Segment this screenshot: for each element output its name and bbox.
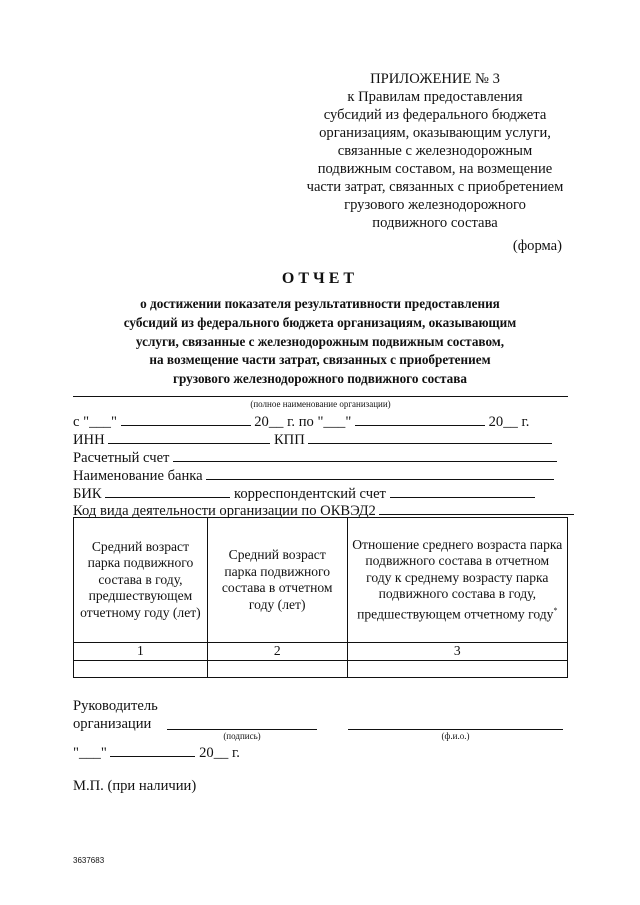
account-line [73, 447, 557, 467]
bank-line [73, 465, 554, 485]
period-year2: 20__ г. [488, 414, 530, 430]
period-line [73, 411, 529, 431]
document-subtitle [60, 295, 580, 389]
account-label: Расчетный счет [73, 450, 170, 466]
period-end-field[interactable] [355, 411, 485, 426]
bank-field[interactable] [206, 465, 554, 480]
value-report-year-age[interactable] [207, 660, 347, 677]
okved-label: Код вида деятельности организации по ОКВЭД2 [73, 503, 376, 519]
header-report-year-age: Средний возраст парка подвижного состава в отчетном году (лет) [207, 518, 347, 643]
head-label-line1: Руководитель [73, 698, 158, 714]
inn-field[interactable] [108, 429, 270, 444]
subtitle-line: субсидий из федерального бюджета организациям, оказывающим [123, 314, 517, 330]
corr-label: корреспондентский счет [233, 486, 386, 502]
column-number: 2 [207, 643, 347, 661]
inn-kpp-line [73, 429, 552, 449]
kpp-field[interactable] [308, 429, 552, 444]
column-number: 3 [347, 643, 567, 661]
appendix-line: части затрат, связанных с приобретением [306, 179, 564, 195]
bik-label: БИК [73, 486, 102, 502]
appendix-line: субсидий из федерального бюджета [323, 107, 547, 123]
date-month-field[interactable] [110, 742, 195, 757]
head-label-line2: организации [73, 716, 152, 732]
report-table [73, 517, 568, 678]
document-id: 3637683 [73, 856, 105, 865]
subtitle-line: на возмещение части затрат, связанных с приобретением [149, 352, 491, 368]
footnote-mark: * [553, 605, 558, 615]
appendix-line: грузового железнодорожного [344, 197, 526, 213]
appendix-line: подвижным составом, на возмещение [317, 161, 553, 177]
value-age-ratio[interactable] [347, 660, 567, 677]
value-prev-year-age[interactable] [74, 660, 208, 677]
signature-date-line [73, 742, 240, 762]
appendix-line: организациям, оказывающим услуги, [319, 125, 551, 141]
appendix-line: связанные с железнодорожным [337, 143, 533, 159]
form-label: (форма) [512, 238, 562, 254]
period-year1: 20__ г. по "___" [254, 414, 352, 430]
inn-label: ИНН [73, 432, 105, 448]
subtitle-line: услуги, связанные с железнодорожным подвижным составом, [135, 333, 505, 349]
header-prev-year-age: Средний возраст парка подвижного состава в году, предшествующем отчетному году (лет) [74, 518, 208, 643]
table-header-row [74, 518, 568, 643]
signature-caption: (подпись) [223, 731, 261, 741]
period-from: с "___" [73, 414, 117, 430]
account-field[interactable] [173, 447, 557, 462]
full-name-field[interactable] [348, 729, 563, 730]
column-number: 1 [74, 643, 208, 661]
subtitle-line: о достижении показателя результативности предоставления [140, 296, 500, 311]
okved-field[interactable] [379, 500, 574, 515]
period-start-field[interactable] [121, 411, 251, 426]
kpp-label: КПП [273, 432, 305, 448]
stamp-label: М.П. (при наличии) [73, 778, 197, 794]
table-number-row [74, 643, 568, 661]
subtitle-line: грузового железнодорожного подвижного состава [173, 371, 467, 387]
full-name-caption: (ф.и.о.) [441, 731, 470, 741]
date-day: "___" [73, 745, 107, 761]
document-title: ОТЧЕТ [281, 270, 359, 287]
appendix-line: подвижного состава [372, 215, 498, 231]
header-age-ratio: Отношение среднего возраста парка подвижного состава в отчетном году к среднему возрасту парка подвижного состава в году, предшествующем отчетному году* [347, 518, 567, 643]
org-name-caption: (полное наименование организации) [250, 399, 391, 409]
table-data-row [74, 660, 568, 677]
appendix-line: к Правилам предоставления [347, 89, 523, 105]
corr-field[interactable] [390, 483, 535, 498]
bik-field[interactable] [105, 483, 230, 498]
appendix-header [270, 70, 600, 232]
bank-label: Наименование банка [73, 468, 203, 484]
appendix-line: ПРИЛОЖЕНИЕ № 3 [370, 71, 500, 87]
date-year: 20__ г. [199, 745, 240, 761]
org-name-line[interactable] [73, 396, 568, 397]
signature-field[interactable] [167, 729, 317, 730]
